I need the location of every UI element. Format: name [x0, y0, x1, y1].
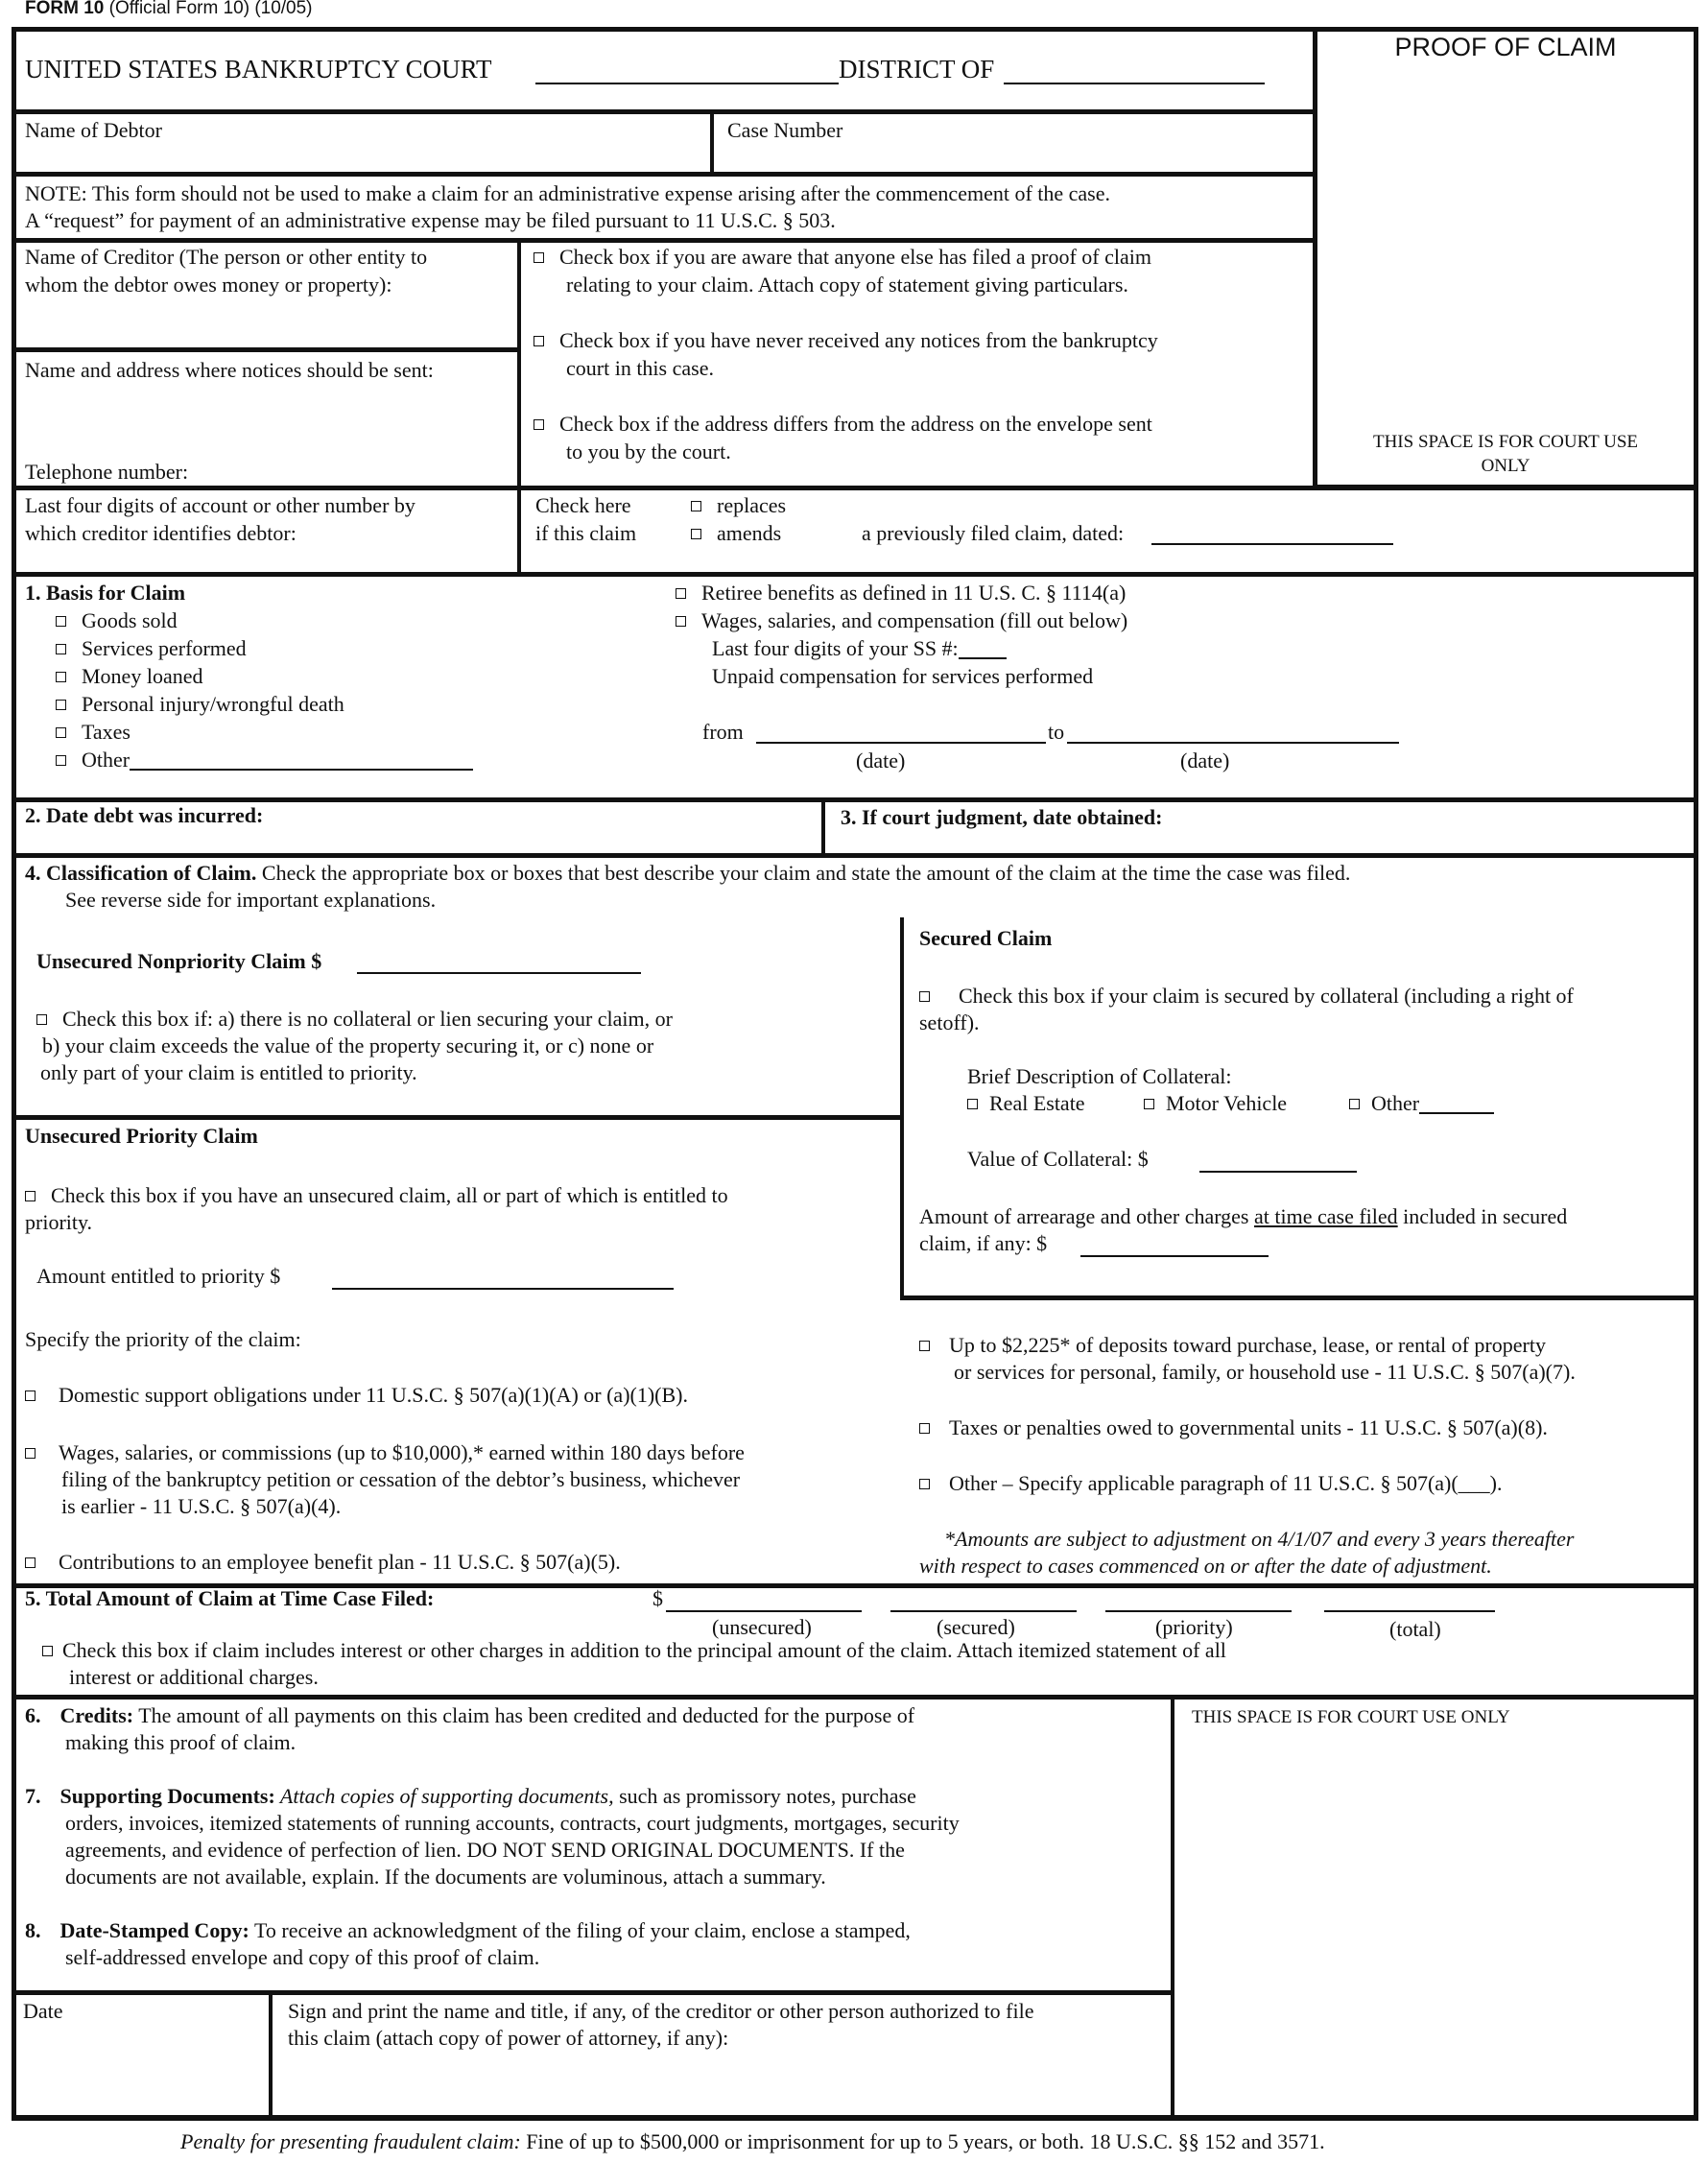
- note-line-2: A “request” for payment of an administrative expense may be filed pursuant to 11 U.S.C. § 503.: [25, 208, 836, 232]
- supporting-line-2: orders, invoices, itemized statements of running accounts, contracts, court judgments, mortgages, security: [65, 1811, 960, 1835]
- basis-item: [56, 747, 473, 774]
- checkbox-retiree-benefits[interactable]: [676, 588, 686, 599]
- total-priority-field[interactable]: [1105, 1591, 1292, 1612]
- court-use-label-bottom: THIS SPACE IS FOR COURT USE ONLY: [1192, 1707, 1510, 1727]
- check-text: Check box if you have never received any notices from the bankruptcy: [559, 328, 1158, 352]
- date-hint: (date): [1180, 749, 1230, 772]
- date-label: Date: [23, 1999, 63, 2023]
- collateral-desc-label: Brief Description of Collateral:: [967, 1064, 1232, 1088]
- check-text: to you by the court.: [566, 440, 731, 464]
- case-number-label: Case Number: [727, 118, 843, 142]
- secured-check: [919, 983, 1574, 1010]
- form-title: PROOF OF CLAIM: [1394, 33, 1617, 61]
- priority-option-label: Up to $2,225* of deposits toward purchase, lease, or rental of property: [949, 1333, 1546, 1357]
- from-label: from: [702, 720, 744, 744]
- basis-title: 1. Basis for Claim: [25, 581, 186, 605]
- note-line-1: NOTE: This form should not be used to make a claim for an administrative expense arising after the commencement of the case.: [25, 181, 1111, 205]
- column-label: (unsecured): [712, 1615, 812, 1639]
- divider: [12, 109, 1315, 114]
- priority-option-label: Taxes or penalties owed to governmental units - 11 U.S.C. § 507(a)(8).: [949, 1415, 1548, 1439]
- court-judgment-date-field[interactable]: [841, 829, 1675, 852]
- arrearage-line-2: claim, if any: $: [919, 1231, 1048, 1255]
- check-text: Check box if the address differs from the address on the envelope sent: [559, 412, 1152, 436]
- date-incurred-label: 2. Date debt was incurred:: [25, 803, 264, 827]
- secured-text-1: Check this box if your claim is secured by collateral (including a right of: [959, 984, 1574, 1008]
- checkbox-taxes-priority[interactable]: [919, 1423, 930, 1434]
- dollar-sign: $: [652, 1586, 663, 1610]
- checkbox-interest[interactable]: [42, 1646, 53, 1656]
- creditor-name-label-1: Name of Creditor (The person or other entity to: [25, 245, 428, 269]
- interest-check: [42, 1637, 1226, 1665]
- checkbox-collateral-other[interactable]: [1349, 1099, 1360, 1109]
- nonpriority-check: [36, 1006, 673, 1034]
- penalty-text: Fine of up to $500,000 or imprisonment for up to 5 years, or both. 18 U.S.C. §§ 152 and 3571.: [520, 2129, 1325, 2153]
- priority-option: [25, 1382, 688, 1410]
- classification-title: [25, 860, 1350, 888]
- divider: [12, 572, 1698, 577]
- secured-box-left: [900, 917, 904, 1299]
- checkbox-amends[interactable]: [691, 529, 701, 539]
- previously-filed-label: a previously filed claim, dated:: [862, 521, 1125, 545]
- wages-option: [676, 607, 1127, 635]
- credits-line-2: making this proof of claim.: [65, 1730, 297, 1754]
- ss-digits: [712, 635, 1007, 663]
- nonpriority-label: Unsecured Nonpriority Claim $: [36, 949, 322, 973]
- divider: [269, 1990, 273, 2119]
- total-unsecured-field[interactable]: [666, 1591, 862, 1612]
- priority-option-label: Wages, salaries, or commissions (up to $10,000),* earned within 180 days before: [59, 1440, 745, 1464]
- date-stamped-line-1: [25, 1917, 911, 1945]
- district-label: DISTRICT OF: [839, 55, 995, 83]
- secured-text-2: setoff).: [919, 1010, 980, 1034]
- creditor-name-field[interactable]: [25, 302, 505, 345]
- checkbox-other-basis[interactable]: [56, 755, 66, 766]
- previous-claim-date-field[interactable]: [1151, 524, 1393, 545]
- form-id: [25, 0, 313, 21]
- checkbox-services-performed[interactable]: [56, 644, 66, 654]
- interest-text-2: interest or additional charges.: [69, 1665, 319, 1689]
- signature-date-field[interactable]: [23, 2027, 261, 2113]
- penalty-notice: [180, 2128, 1325, 2156]
- checkbox-other-filed[interactable]: [534, 252, 544, 263]
- divider: [12, 1115, 904, 1120]
- frame-bottom: [12, 2115, 1698, 2121]
- date-hint: (date): [856, 749, 906, 772]
- section-number: 7.: [25, 1784, 41, 1808]
- case-number-field[interactable]: [727, 142, 1303, 169]
- checkbox-wages[interactable]: [676, 616, 686, 627]
- checkbox-replaces[interactable]: [691, 501, 701, 511]
- date-stamped-text: To receive an acknowledgment of the filing of your claim, enclose a stamped,: [249, 1918, 911, 1942]
- telephone-label: Telephone number:: [25, 460, 189, 484]
- date-stamped-line-2: self-addressed envelope and copy of this proof of claim.: [65, 1945, 540, 1969]
- court-use-label-top: THIS SPACE IS FOR COURT USE: [1372, 432, 1639, 452]
- notices-address-label: Name and address where notices should be sent:: [25, 358, 434, 382]
- creditor-name-label-2: whom the debtor owes money or property):: [25, 273, 392, 297]
- basis-item-label: Goods sold: [82, 608, 178, 632]
- collateral-value-field[interactable]: [1199, 1152, 1357, 1173]
- retiree-option: [676, 580, 1126, 607]
- basis-item-label: Personal injury/wrongful death: [82, 692, 344, 716]
- form-id-rest: (Official Form 10) (10/05): [104, 0, 313, 18]
- basis-item-label: Services performed: [82, 636, 247, 660]
- divider: [12, 797, 1698, 802]
- interest-text-1: Check this box if claim includes interest or other charges in addition to the principal amount of the claim. Attach itemized statement of all: [62, 1638, 1226, 1662]
- priority-amount-label: Amount entitled to priority $: [36, 1264, 281, 1288]
- checkbox-wages-priority[interactable]: [25, 1448, 36, 1459]
- collateral-other-field[interactable]: [1419, 1093, 1494, 1114]
- penalty-label: Penalty for presenting fraudulent claim:: [180, 2129, 521, 2153]
- section-number: 6.: [25, 1703, 41, 1727]
- court-use-box-bottom-left: [1171, 1695, 1174, 2119]
- arrearage-text: Amount of arrearage and other charges: [919, 1204, 1254, 1228]
- court-judgment-label: 3. If court judgment, date obtained:: [841, 805, 1163, 829]
- checkbox-priority[interactable]: [25, 1191, 36, 1201]
- basis-item: [56, 691, 344, 719]
- replaces-label: replaces: [717, 493, 787, 517]
- supporting-line-1: [25, 1783, 916, 1811]
- checkbox-no-notices[interactable]: [534, 336, 544, 346]
- priority-amount-field[interactable]: [332, 1269, 674, 1290]
- divider: [12, 1695, 1698, 1700]
- priority-option-label: or services for personal, family, or household use - 11 U.S.C. § 507(a)(7).: [954, 1360, 1576, 1384]
- arrearage-line-1: [919, 1203, 1567, 1231]
- divider: [821, 797, 825, 855]
- checkbox-nonpriority[interactable]: [36, 1014, 47, 1025]
- divider: [12, 853, 1698, 858]
- classification-note: See reverse side for important explanations.: [65, 888, 437, 912]
- if-this-claim-label: if this claim: [535, 521, 637, 545]
- from-date-field[interactable]: [756, 723, 1046, 744]
- priority-option: [25, 1549, 621, 1577]
- court-use-label-top-2: ONLY: [1481, 456, 1530, 476]
- checkbox-goods-sold[interactable]: [56, 616, 66, 627]
- column-label: (priority): [1155, 1615, 1233, 1639]
- priority-option: [919, 1470, 1503, 1498]
- secured-box-bottom: [900, 1295, 1698, 1300]
- basis-item-label: Taxes: [82, 720, 130, 744]
- divider: [12, 1990, 1174, 1995]
- to-date-field[interactable]: [1067, 723, 1399, 744]
- total-amount-label: 5. Total Amount of Claim at Time Case Filed:: [25, 1586, 435, 1610]
- priority-check: [25, 1182, 728, 1210]
- creditor-check-1: [534, 244, 1151, 272]
- checkbox-employee-benefit[interactable]: [25, 1557, 36, 1568]
- column-label: (total): [1389, 1617, 1441, 1641]
- check-here-label: Check here: [535, 493, 631, 517]
- wages-label: Wages, salaries, and compensation (fill out below): [701, 608, 1128, 632]
- basis-item: [56, 719, 130, 747]
- retiree-label: Retiree benefits as defined in 11 U.S. C. § 1114(a): [701, 581, 1127, 605]
- date-stamped-title: Date-Stamped Copy:: [59, 1918, 249, 1942]
- notices-address-field[interactable]: [25, 386, 505, 453]
- divider: [12, 172, 1315, 177]
- ss-label: Last four digits of your SS #:: [712, 636, 959, 660]
- amends-label: amends: [717, 521, 782, 545]
- checkbox-secured[interactable]: [919, 991, 930, 1002]
- basis-item: [56, 607, 178, 635]
- signature-field[interactable]: [288, 2054, 1161, 2113]
- total-secured-field[interactable]: [890, 1591, 1077, 1612]
- account-label-1: Last four digits of account or other number by: [25, 493, 415, 517]
- frame-right: [1694, 486, 1698, 2119]
- priority-title: Unsecured Priority Claim: [25, 1124, 258, 1148]
- footnote-line-1: *Amounts are subject to adjustment on 4/1/07 and every 3 years thereafter: [944, 1527, 1575, 1551]
- priority-option-label: Other – Specify applicable paragraph of 11 U.S.C. § 507(a)(___).: [949, 1471, 1503, 1495]
- unpaid-label: Unpaid compensation for services performed: [712, 664, 1094, 688]
- checkbox-deposits[interactable]: [919, 1341, 930, 1351]
- check-text: court in this case.: [566, 356, 714, 380]
- priority-option: [919, 1414, 1548, 1442]
- credits-text: The amount of all payments on this claim has been credited and deducted for the purpose of: [133, 1703, 915, 1727]
- debtor-name-label: Name of Debtor: [25, 118, 162, 142]
- supporting-line-3: agreements, and evidence of perfection of lien. DO NOT SEND ORIGINAL DOCUMENTS. If the: [65, 1838, 905, 1862]
- check-text: Check box if you are aware that anyone else has filed a proof of claim: [559, 245, 1151, 269]
- basis-item: [56, 635, 247, 663]
- footnote-line-2: with respect to cases commenced on or after the date of adjustment.: [919, 1554, 1492, 1578]
- account-label-2: which creditor identifies debtor:: [25, 521, 297, 545]
- priority-option-label: Contributions to an employee benefit plan - 11 U.S.C. § 507(a)(5).: [59, 1550, 621, 1574]
- arrearage-amount-field[interactable]: [1080, 1236, 1269, 1257]
- frame-left: [12, 27, 16, 2119]
- checkbox-real-estate[interactable]: [967, 1099, 978, 1109]
- column-label: (secured): [937, 1615, 1015, 1639]
- replaces-option: [691, 492, 786, 520]
- court-label: UNITED STATES BANKRUPTCY COURT: [25, 55, 492, 83]
- supporting-title: Supporting Documents:: [59, 1784, 275, 1808]
- collateral-option: [967, 1090, 1085, 1118]
- total-total-field[interactable]: [1324, 1591, 1495, 1612]
- divider: [12, 347, 520, 352]
- amends-option: [691, 520, 781, 548]
- collateral-option-label: Motor Vehicle: [1166, 1091, 1288, 1115]
- basis-item-label: Other: [82, 748, 130, 772]
- sign-line-2: this claim (attach copy of power of attorney, if any):: [288, 2026, 729, 2050]
- collateral-option: [1144, 1090, 1287, 1118]
- classification-title-bold: 4. Classification of Claim.: [25, 861, 257, 885]
- priority-text-1: Check this box if you have an unsecured claim, all or part of which is entitled to: [51, 1183, 728, 1207]
- supporting-line-4: documents are not available, explain. If the documents are voluminous, attach a summary.: [65, 1865, 826, 1889]
- check-text: relating to your claim. Attach copy of statement giving particulars.: [566, 273, 1128, 297]
- nonpriority-amount-field[interactable]: [357, 953, 641, 974]
- date-incurred-field[interactable]: [25, 827, 812, 852]
- checkbox-motor-vehicle[interactable]: [1144, 1099, 1154, 1109]
- checkbox-taxes[interactable]: [56, 727, 66, 738]
- arrearage-underlined: at time case filed: [1254, 1204, 1398, 1228]
- specify-priority-label: Specify the priority of the claim:: [25, 1327, 301, 1351]
- checkbox-other-priority[interactable]: [919, 1479, 930, 1489]
- arrearage-text: included in secured: [1397, 1204, 1568, 1228]
- checkbox-personal-injury[interactable]: [56, 700, 66, 710]
- supporting-ital: Attach copies of supporting documents,: [274, 1784, 614, 1808]
- divider: [517, 238, 521, 574]
- priority-option-label: is earlier - 11 U.S.C. § 507(a)(4).: [61, 1494, 342, 1518]
- debtor-name-field[interactable]: [25, 142, 697, 169]
- form-id-bold: FORM 10: [25, 0, 105, 18]
- collateral-option-label: Real Estate: [989, 1091, 1085, 1115]
- credits-title: Credits:: [59, 1703, 134, 1727]
- divider: [12, 238, 1315, 243]
- district-field[interactable]: [1004, 63, 1265, 84]
- priority-option: [919, 1332, 1546, 1360]
- creditor-check-3: [534, 411, 1152, 439]
- divider: [710, 109, 714, 173]
- creditor-check-2: [534, 327, 1158, 355]
- nonpriority-text-3: only part of your claim is entitled to priority.: [40, 1060, 417, 1084]
- nonpriority-text-1: Check this box if: a) there is no collateral or lien securing your claim, or: [62, 1007, 673, 1031]
- priority-option: [25, 1439, 745, 1467]
- credits-line-1: [25, 1702, 914, 1730]
- secured-title: Secured Claim: [919, 926, 1053, 950]
- priority-option-label: Domestic support obligations under 11 U.S.C. § 507(a)(1)(A) or (a)(1)(B).: [59, 1383, 688, 1407]
- frame-top: [12, 27, 1315, 32]
- sign-line-1: Sign and print the name and title, if any, of the creditor or other person authorized to file: [288, 1999, 1034, 2023]
- court-use-box-top: [1313, 27, 1698, 489]
- collateral-option: [1349, 1090, 1494, 1118]
- supporting-text: such as promissory notes, purchase: [613, 1784, 916, 1808]
- checkbox-domestic-support[interactable]: [25, 1390, 36, 1401]
- nonpriority-text-2: b) your claim exceeds the value of the property securing it, or c) none or: [42, 1034, 654, 1058]
- court-name-field[interactable]: [535, 63, 839, 84]
- section-number: 8.: [25, 1918, 41, 1942]
- checkbox-money-loaned[interactable]: [56, 672, 66, 682]
- basis-item: [56, 663, 202, 691]
- priority-option-label: filing of the bankruptcy petition or cessation of the debtor’s business, whichever: [61, 1467, 741, 1491]
- divider: [12, 486, 1698, 490]
- classification-title-rest: Check the appropriate box or boxes that best describe your claim and state the amount of the claim at the time the case was filed.: [256, 861, 1351, 885]
- priority-text-2: priority.: [25, 1210, 93, 1234]
- collateral-option-label: Other: [1371, 1091, 1420, 1115]
- other-basis-field[interactable]: [130, 749, 473, 771]
- basis-item-label: Money loaned: [82, 664, 203, 688]
- to-label: to: [1048, 720, 1065, 744]
- checkbox-address-differs[interactable]: [534, 419, 544, 430]
- collateral-value-label: Value of Collateral: $: [967, 1147, 1149, 1171]
- ss-digits-field[interactable]: [959, 638, 1007, 659]
